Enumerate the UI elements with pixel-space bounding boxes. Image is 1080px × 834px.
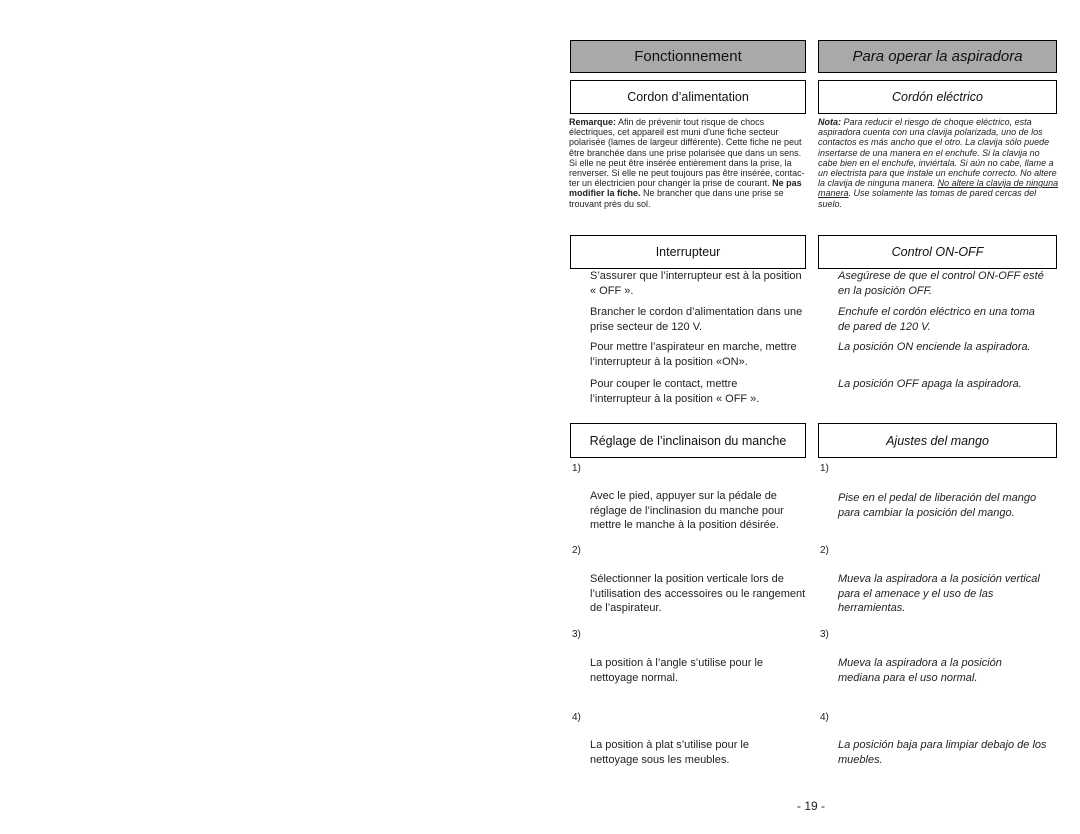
switch-p1-es: Asegúrese de que el control ON-OFF esté en la posición OFF. <box>838 270 1044 297</box>
handle-step3-fr: La position à l’angle s’utilise pour le nettoyage normal. <box>590 657 764 684</box>
switch-p3-fr: Pour mettre l’aspirateur en marche, mettre l’interrupteur à la position «ON». <box>590 341 797 368</box>
cord-note-es <box>818 117 1060 209</box>
section-title-handle-es: Ajustes del mango <box>818 423 1057 458</box>
note-label-fr: Remarque: <box>569 117 617 127</box>
handle-step2-es: Mueva la aspiradora a la posición vertical para el amenace y el uso de las herramientas. <box>838 573 1040 614</box>
handle-step2-fr: Sélectionner la position verticale lors de l’utilisation des accessoires ou le rangement de l’aspirateur. <box>590 573 806 614</box>
switch-p3-es: La posición ON enciende la aspiradora. <box>838 341 1031 353</box>
switch-p2-fr: Brancher le cordon d’alimentation dans une prise secteur de 120 V. <box>590 306 803 333</box>
section-title-switch-fr: Interrupteur <box>570 235 806 269</box>
header-spanish: Para operar la aspiradora <box>818 40 1057 73</box>
note-label-es: Nota: <box>818 117 841 127</box>
handle-step4-fr: La position à plat s’utilise pour le nettoyage sous les meubles. <box>590 739 749 766</box>
step-number-3-es: 3) <box>820 629 829 640</box>
switch-p4-es: La posición OFF apaga la aspiradora. <box>838 378 1022 390</box>
section-title-switch-es: Control ON-OFF <box>818 235 1057 269</box>
switch-p4-fr: Pour couper le contact, mettre l’interrupteur à la position « OFF ». <box>590 378 760 405</box>
handle-step1-es: Pise en el pedal de liberación del mango para cambiar la posición del mango. <box>838 492 1037 519</box>
note-text-fr-1: Afin de prévenir tout risque de chocs électriques, cet appareil est muni d'une fiche secteur polarisée (lames de largeur différente). Cette fiche ne peut être branchée dans une prise polarisée que dans un sens. Si elle ne peut être insérée entièrement dans la prise, la renverser. Si elle ne peut toujours pas être insérée, contac-ter un électricien pour changer la prise de courant. <box>569 117 805 189</box>
step-number-4-es: 4) <box>820 712 829 723</box>
cord-note-fr <box>569 117 809 209</box>
step-number-1-fr: 1) <box>572 463 581 474</box>
step-number-2-fr: 2) <box>572 545 581 556</box>
header-french: Fonctionnement <box>570 40 806 73</box>
note-bold-fr: Ne pas modifier la fiche. <box>569 178 802 199</box>
note-text-es-2: . Use solamente las tomas de pared cercas del suelo. <box>818 188 1037 209</box>
section-title-cord-fr: Cordon d’alimentation <box>570 80 806 114</box>
handle-step3-es: Mueva la aspiradora a la posición mediana para el uso normal. <box>838 657 1002 684</box>
handle-step4-es: La posición baja para limpiar debajo de los muebles. <box>838 739 1047 766</box>
handle-step1-fr: Avec le pied, appuyer sur la pédale de réglage de l’inclinasion du manche pour mettre le manche à la position désirée. <box>590 490 784 531</box>
note-text-fr-2: Ne brancher que dans une prise se trouvant près du sol. <box>569 188 784 209</box>
page-number: - 19 - <box>797 799 826 813</box>
note-text-es-1: Para reducir el riesgo de choque eléctrico, esta aspiradora cuenta con una clavija polarizada, uno de los contactos es más ancho que el otro. La clavija sólo puede insertarse de una manera en el enchufe. Si la clavija no cabe bien en el enchufe, inviértala. Si aún no cabe, llame a un electrista para que instale un enchufe correcto. No altere la clavija de ninguna manera. <box>818 117 1057 189</box>
step-number-2-es: 2) <box>820 545 829 556</box>
step-number-1-es: 1) <box>820 463 829 474</box>
step-number-3-fr: 3) <box>572 629 581 640</box>
section-title-cord-es: Cordón eléctrico <box>818 80 1057 114</box>
note-underline-es: No altere la clavija de ninguna manera <box>818 178 1059 199</box>
step-number-4-fr: 4) <box>572 712 581 723</box>
switch-p2-es: Enchufe el cordón eléctrico en una toma de pared de 120 V. <box>838 306 1035 333</box>
switch-p1-fr: S’assurer que l’interrupteur est à la position « OFF ». <box>590 270 802 297</box>
section-title-handle-fr: Réglage de l’inclinaison du manche <box>570 423 806 458</box>
